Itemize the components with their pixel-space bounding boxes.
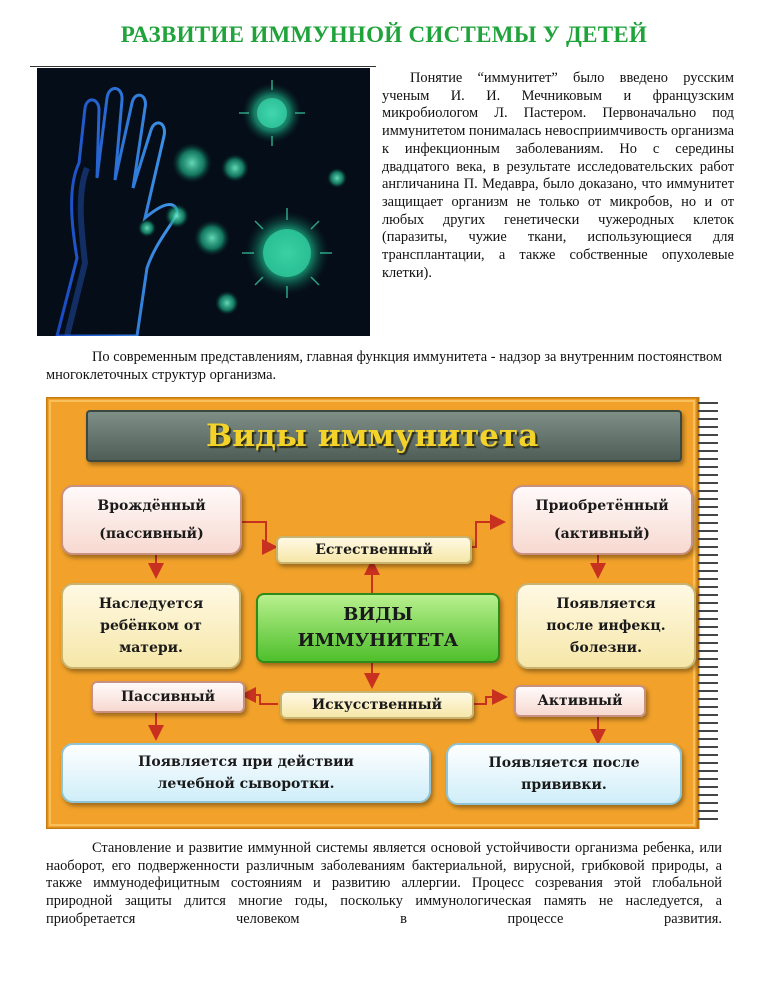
infographic-header-text: Виды иммунитета xyxy=(206,418,539,454)
passive-box xyxy=(91,681,245,713)
serum-line-1: Появляется при действии xyxy=(138,754,354,770)
inherited-line-1: Наследуется xyxy=(98,596,204,612)
inherited-line-3: матери. xyxy=(119,640,183,656)
passive-label: Пассивный xyxy=(120,689,216,705)
intro-paragraph: Понятие “иммунитет” было введено русским ученым И. И. Мечниковым и французским микробиологом Л. Пастером. Первоначально под иммунитетом понималась невосприимчивость организма к инфекционным заболеваниям. Но с середины двадцатого века, в результате исследовательских работ англичанина П. Медавра, было доказано, что иммунитет защищает организм не только от микробов, но и от любых других генетически чужеродных клеток (паразиты, чужие ткани, использующиеся для трансплантации, а также собственные опухолевые клетки). xyxy=(382,70,734,281)
inherited-box xyxy=(61,583,241,669)
natural-label: Естественный xyxy=(315,542,433,558)
active-label: Активный xyxy=(537,693,623,709)
immunity-types-infographic xyxy=(46,397,726,829)
development-paragraph: Становление и развитие иммунной системы является основой устойчивости организма ребенка, или наоборот, его подверженности различным заболеваниям бактериальной, вирусной, грибковой природы, а также иммунодефицитным состояниям и развитию аллергии. Процесс созревания этой глобальной природной защиты длится многие годы, поскольку иммунологическая память не наследуется, а приобретается человеком в процессе развития. xyxy=(46,840,722,927)
vaccine-line-2: прививки. xyxy=(521,777,607,793)
serum-box xyxy=(61,743,431,803)
inherited-line-2: ребёнком от xyxy=(100,618,202,634)
center-line-1: ВИДЫ xyxy=(343,604,413,625)
virus-illustration xyxy=(37,68,370,336)
innate-sublabel: (пассивный) xyxy=(99,526,204,542)
acquired-immunity-box xyxy=(511,485,693,555)
divider xyxy=(30,66,376,67)
acquired-sublabel: (активный) xyxy=(554,526,650,542)
artificial-immunity-box xyxy=(280,691,474,719)
innate-immunity-box xyxy=(61,485,242,555)
infographic-header xyxy=(86,410,682,462)
acquired-label: Приобретённый xyxy=(535,498,669,514)
active-box xyxy=(514,685,646,717)
natural-immunity-box xyxy=(276,536,472,564)
virus-hand-image xyxy=(37,68,370,336)
innate-label: Врождённый xyxy=(97,498,206,514)
center-types-box xyxy=(256,593,500,663)
serum-line-2: лечебной сыворотки. xyxy=(157,776,335,792)
spiral-binding xyxy=(698,403,718,819)
after-infection-line-1: Появляется xyxy=(556,596,656,612)
artificial-label: Искусственный xyxy=(311,697,443,713)
vaccine-box xyxy=(446,743,682,805)
page-title: РАЗВИТИЕ ИММУННОЙ СИСТЕМЫ У ДЕТЕЙ xyxy=(120,22,648,47)
after-infection-box xyxy=(516,583,696,669)
function-paragraph: По современным представлениям, главная функция иммунитета - надзор за внутренним постоянством многоклеточных структур организма. xyxy=(46,349,722,383)
center-line-2: ИММУНИТЕТА xyxy=(297,630,459,651)
after-infection-line-3: болезни. xyxy=(570,640,642,656)
after-infection-line-2: после инфекц. xyxy=(546,618,666,634)
vaccine-line-1: Появляется после xyxy=(488,755,640,771)
